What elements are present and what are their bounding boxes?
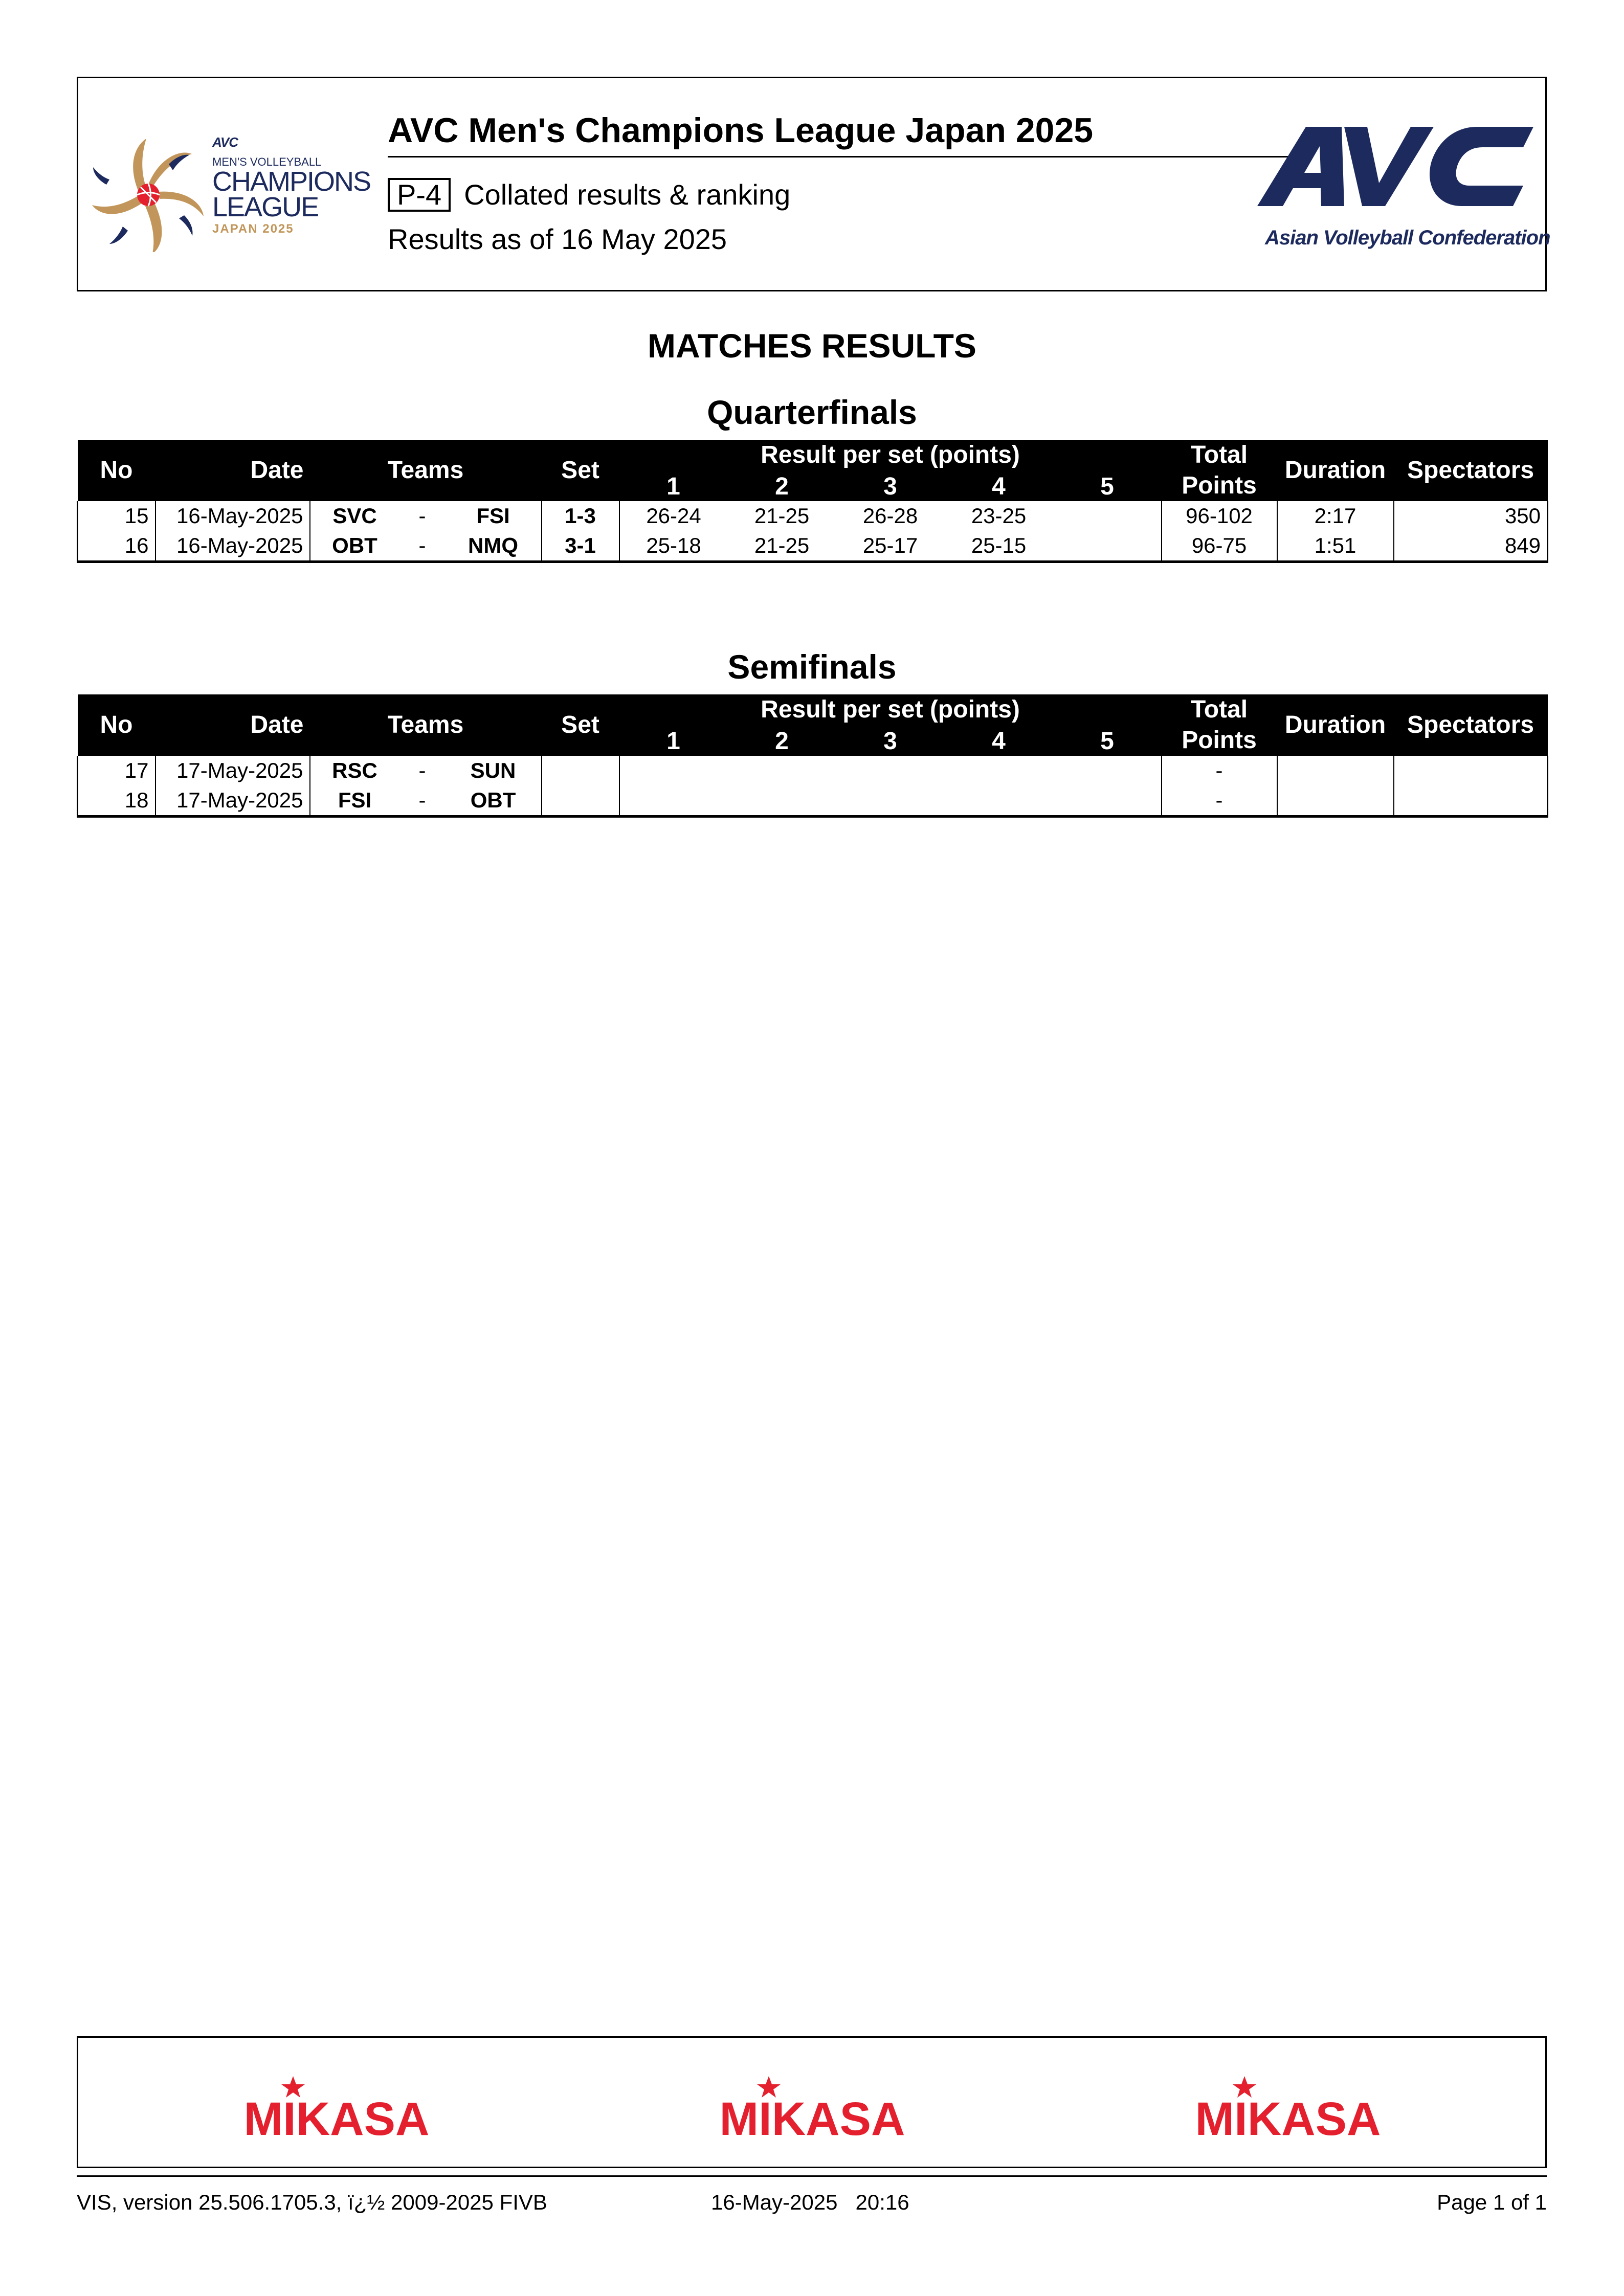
col-total-line2: Points (1162, 470, 1277, 501)
match-duration (1277, 756, 1394, 785)
team-separator: - (399, 531, 446, 562)
table-row (78, 785, 1548, 817)
champions-league-emblem-icon (90, 134, 207, 252)
col-teams: Teams (310, 694, 542, 756)
col-spectators: Spectators (1394, 440, 1548, 501)
table-header-row (78, 694, 1548, 725)
report-code: P-4 (388, 178, 451, 212)
set-1-score: 25-18 (619, 531, 728, 562)
set-4-score (945, 756, 1053, 785)
set-2-score: 21-25 (728, 531, 836, 562)
match-no: 15 (78, 501, 155, 531)
col-result-per-set: Result per set (points) (619, 694, 1162, 725)
match-date: 16-May-2025 (155, 531, 310, 562)
mikasa-logo-icon (1191, 2066, 1385, 2143)
col-set-1: 1 (619, 470, 728, 501)
team-home: OBT (310, 531, 399, 562)
col-date: Date (155, 694, 310, 756)
col-set-2: 2 (728, 470, 836, 501)
match-spectators: 350 (1394, 501, 1548, 531)
sponsor-name: MIKASA (1195, 2093, 1381, 2143)
col-total-line2: Points (1162, 725, 1277, 756)
team-home: FSI (310, 785, 399, 817)
match-date: 17-May-2025 (155, 756, 310, 785)
section-title-semifinals: Semifinals (727, 648, 897, 686)
champions-league-wordmark (212, 134, 370, 236)
set-3-score: 25-17 (836, 531, 945, 562)
avc-tagline: Asian Volleyball Confederation (1265, 227, 1550, 249)
match-duration: 2:17 (1277, 501, 1394, 531)
match-no: 17 (78, 756, 155, 785)
col-set-5: 5 (1053, 725, 1162, 756)
team-away: FSI (476, 504, 510, 528)
set-3-score (836, 785, 945, 817)
table-header-row (78, 440, 1548, 470)
total-points: - (1162, 785, 1277, 817)
col-no: No (78, 440, 155, 501)
col-date: Date (155, 440, 310, 501)
table-row (78, 531, 1548, 562)
sponsor-name: MIKASA (719, 2093, 905, 2143)
set-5-score (1053, 785, 1162, 817)
team-separator: - (418, 758, 426, 782)
col-no: No (78, 694, 155, 756)
match-spectators (1394, 785, 1548, 817)
col-teams: Teams (310, 440, 542, 501)
match-date: 17-May-2025 (155, 785, 310, 817)
total-points: 96-102 (1162, 501, 1277, 531)
mikasa-logo-icon (239, 2066, 434, 2143)
footer-version: VIS, version 25.506.1705.3, ï¿½ 2009-2025 FIVB (77, 2190, 547, 2214)
semifinals-table (77, 694, 1548, 818)
set-1-score (619, 785, 728, 817)
results-as-of: Results as of 16 May 2025 (388, 223, 727, 255)
set-4-score: 25-15 (945, 531, 1053, 562)
champions-league-logo (90, 134, 391, 267)
set-2-score (728, 785, 836, 817)
footer-page-number: Page 1 of 1 (1437, 2190, 1547, 2214)
title-underline (388, 156, 1321, 157)
title-block (388, 110, 1319, 256)
section-title-quarterfinals: Quarterfinals (707, 393, 917, 431)
quarterfinals-table (77, 440, 1548, 563)
set-4-score (945, 785, 1053, 817)
cl-japan: JAPAN 2025 (212, 222, 294, 236)
match-date: 16-May-2025 (155, 501, 310, 531)
total-points: - (1162, 756, 1277, 785)
set-3-score (836, 756, 945, 785)
col-total-line1: Total (1162, 694, 1277, 725)
cl-avc-mark: AVC (212, 134, 238, 150)
team-away: NMQ (446, 531, 542, 562)
match-no: 16 (78, 531, 155, 562)
col-set-4: 4 (945, 725, 1053, 756)
col-spectators: Spectators (1394, 694, 1548, 756)
set-2-score: 21-25 (754, 504, 810, 528)
mikasa-logo-icon (715, 2066, 909, 2143)
col-duration: Duration (1277, 440, 1394, 501)
match-set-score (542, 785, 619, 817)
col-set-1: 1 (619, 725, 728, 756)
col-set-5: 5 (1053, 470, 1162, 501)
col-set-2: 2 (728, 725, 836, 756)
report-line (388, 178, 1319, 212)
col-set-3: 3 (836, 725, 945, 756)
footer-datetime: 16-May-2025 20:16 (711, 2190, 909, 2214)
col-result-per-set: Result per set (points) (619, 440, 1162, 470)
set-1-score: 26-24 (619, 501, 728, 531)
set-5-score (1053, 501, 1162, 531)
page-heading: MATCHES RESULTS (648, 327, 976, 365)
cl-champions: CHAMPIONS (212, 166, 371, 197)
report-header (77, 77, 1550, 291)
col-set: Set (542, 440, 619, 501)
match-duration: 1:51 (1277, 531, 1394, 562)
team-home: SVC (310, 501, 399, 531)
table-row (78, 756, 1548, 785)
set-3-score: 26-28 (862, 504, 918, 528)
footer-divider (77, 2175, 1547, 2177)
team-home: RSC (310, 756, 399, 785)
col-set: Set (542, 694, 619, 756)
table-row (78, 501, 1548, 531)
set-1-score (619, 756, 728, 785)
team-away: SUN (470, 758, 516, 782)
set-2-score (728, 756, 836, 785)
team-separator: - (418, 504, 426, 528)
team-separator: - (399, 785, 446, 817)
match-set-score: 3-1 (542, 531, 619, 562)
total-points: 96-75 (1162, 531, 1277, 562)
col-total-line1: Total (1162, 440, 1277, 470)
sponsor-box (77, 2036, 1547, 2168)
cl-league: LEAGUE (212, 192, 319, 222)
match-duration (1277, 785, 1394, 817)
set-5-score (1053, 756, 1162, 785)
match-spectators (1394, 756, 1548, 785)
col-duration: Duration (1277, 694, 1394, 756)
col-set-3: 3 (836, 470, 945, 501)
match-spectators: 849 (1394, 531, 1548, 562)
col-set-4: 4 (945, 470, 1053, 501)
report-name: Collated results & ranking (464, 178, 791, 211)
set-4-score: 23-25 (971, 504, 1027, 528)
event-title: AVC Men's Champions League Japan 2025 (388, 111, 1094, 150)
sponsor-name: MIKASA (243, 2093, 430, 2143)
match-set-score (542, 756, 619, 785)
set-5-score (1053, 531, 1162, 562)
match-set-score: 1-3 (542, 501, 619, 531)
cl-subtitle: MEN'S VOLLEYBALL (212, 155, 322, 168)
match-no: 18 (78, 785, 155, 817)
team-away: OBT (446, 785, 542, 817)
